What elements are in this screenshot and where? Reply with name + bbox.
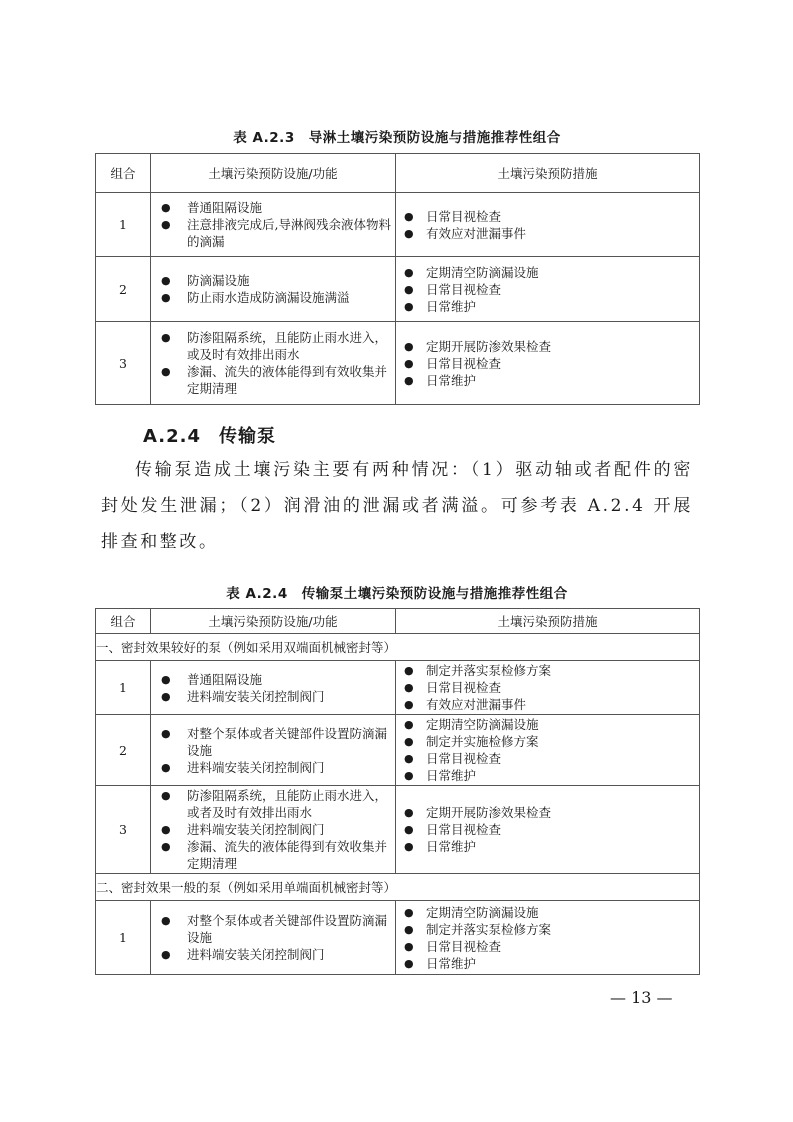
measures-cell [396,193,700,257]
facilities-cell [151,322,396,405]
list-item: ● 日常维护 [396,838,695,855]
section-heading [143,422,276,448]
table-row [96,786,700,874]
table-a23-caption-title: 导淋土壤污染预防设施与措施推荐性组合 [308,130,561,146]
list-item: ● 防渗阻隔系统，且能防止雨水进入，或者及时有效排出雨水 [151,787,391,821]
list-item: ● 进料端安装关闭控制阀门 [151,946,391,963]
list-item: ● 日常维护 [396,298,695,315]
list-item: ● 日常目视检查 [396,679,695,696]
list-item: ● 日常维护 [396,955,695,972]
header-measures: 土壤污染预防措施 [396,609,700,634]
measures-cell [396,715,700,786]
list-item: ● 渗漏、流失的液体能得到有效收集并定期清理 [151,363,391,397]
group-header-row [96,874,700,901]
row-index: 3 [96,786,151,874]
list-item: ● 定期清空防滴漏设施 [396,716,695,733]
list-item: ● 制定并实施检修方案 [396,733,695,750]
list-item: ● 定期开展防渗效果检查 [396,804,695,821]
measures-cell [396,901,700,975]
list-item: ● 防滴漏设施 [151,272,391,289]
facilities-cell [151,661,396,715]
facilities-cell [151,786,396,874]
list-item: ● 日常目视检查 [396,821,695,838]
table-a23-caption [95,126,699,146]
row-index: 1 [96,901,151,975]
header-facilities: 土壤污染预防设施/功能 [151,609,396,634]
table-row [96,322,700,405]
list-item: ● 有效应对泄漏事件 [396,225,695,242]
list-item: ● 防渗阻隔系统，且能防止雨水进入，或及时有效排出雨水 [151,329,391,363]
list-item: ● 日常目视检查 [396,938,695,955]
list-item: ● 制定并落实泵检修方案 [396,921,695,938]
list-item: ● 防止雨水造成防滴漏设施满溢 [151,289,391,306]
header-measures: 土壤污染预防措施 [396,154,700,193]
header-facilities: 土壤污染预防设施/功能 [151,154,396,193]
list-item: ● 日常维护 [396,767,695,784]
list-item: ● 定期开展防渗效果检查 [396,338,695,355]
list-item: ● 日常目视检查 [396,208,695,225]
table-header-row [96,609,700,634]
page-number: — 13 — [610,988,673,1007]
list-item: ● 日常目视检查 [396,355,695,372]
facilities-cell [151,715,396,786]
list-item: ● 普通阻隔设施 [151,671,391,688]
row-index: 2 [96,715,151,786]
row-index: 2 [96,257,151,322]
table-a23-caption-number: 表 A.2.3 [233,130,295,146]
facilities-cell [151,257,396,322]
list-item: ● 日常目视检查 [396,750,695,767]
facilities-cell [151,193,396,257]
table-row [96,661,700,715]
list-item: ● 日常目视检查 [396,281,695,298]
list-item: ● 普通阻隔设施 [151,199,391,216]
measures-cell [396,661,700,715]
list-item: ● 有效应对泄漏事件 [396,696,695,713]
list-item: ● 渗漏、流失的液体能得到有效收集并定期清理 [151,838,391,872]
header-combination: 组合 [96,154,151,193]
list-item: ● 进料端安装关闭控制阀门 [151,821,391,838]
row-index: 1 [96,661,151,715]
measures-cell [396,786,700,874]
group-header-row [96,634,700,661]
table-row [96,257,700,322]
measures-cell [396,257,700,322]
group-label: 二、密封效果一般的泵（例如采用单端面机械密封等） [96,874,700,901]
section-number: A.2.4 [143,426,201,447]
list-item: ● 进料端安装关闭控制阀门 [151,759,391,776]
row-index: 3 [96,322,151,405]
list-item: ● 定期清空防滴漏设施 [396,264,695,281]
list-item: ● 制定并落实泵检修方案 [396,662,695,679]
table-row [96,901,700,975]
group-label: 一、密封效果较好的泵（例如采用双端面机械密封等） [96,634,700,661]
list-item: ● 日常维护 [396,372,695,389]
table-row [96,715,700,786]
measures-cell [396,322,700,405]
table-a24-caption-number: 表 A.2.4 [226,586,288,602]
table-a24-caption [95,582,699,602]
facilities-cell [151,901,396,975]
list-item: ● 注意排液完成后,导淋阀残余液体物料的滴漏 [151,216,391,250]
table-row [96,193,700,257]
header-combination: 组合 [96,609,151,634]
table-header-row [96,154,700,193]
list-item: ● 进料端安装关闭控制阀门 [151,688,391,705]
table-a24 [95,608,700,975]
list-item: ● 对整个泵体或者关键部件设置防滴漏设施 [151,725,391,759]
table-a24-caption-title: 传输泵土壤污染预防设施与措施推荐性组合 [301,586,568,602]
body-paragraph: 传输泵造成土壤污染主要有两种情况：（1）驱动轴或者配件的密封处发生泄漏；（2）润滑油的泄漏或者满溢。可参考表 A.2.4 开展排查和整改。 [101,460,693,552]
row-index: 1 [96,193,151,257]
section-title: 传输泵 [219,426,276,447]
table-a23 [95,153,700,405]
list-item: ● 对整个泵体或者关键部件设置防滴漏设施 [151,912,391,946]
list-item: ● 定期清空防滴漏设施 [396,904,695,921]
